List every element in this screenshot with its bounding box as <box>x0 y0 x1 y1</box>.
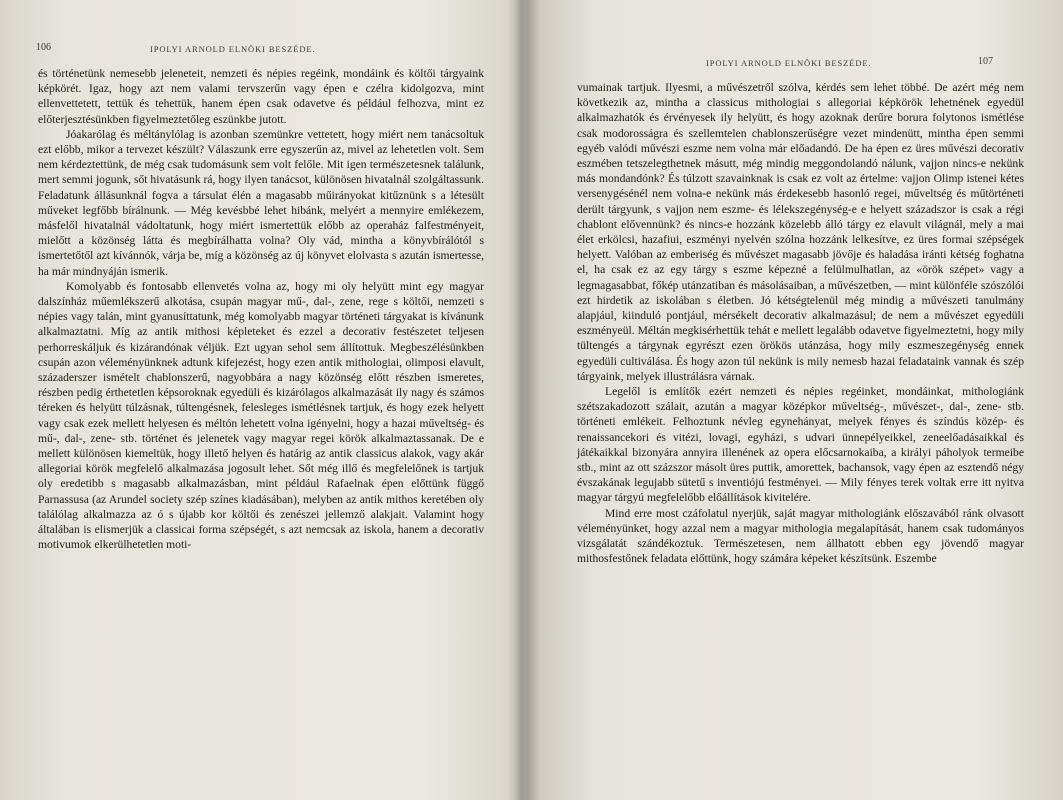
right-page <box>530 0 1063 800</box>
paragraph: Jóakarólag és méltánylólag is azonban szemünkre vettetett, hogy miért nem tanácsoltuk ezt előbb, mikor a tervezet készült? Válaszunk erre egyszerűn az, mivel az lehetetlen volt. Sem nem kérdeztettünk, de még csak tudomásunk sem volt felőle. Mit igen természetesnek találunk, mert semmi jogunk, sőt hivatásunk rá, hogy ilyen tanácsot, különösen hivatalnál szolgáltassunk. Feladatunk állásunknál fogva a társulat élén a magasabb műirányokat kitűznünk s a létesült műveket legfőbb bírálnunk. — Még kevésbbé lehet hibánk, melyért a mennyire emlékezem, másfelől hivatalnál vádoltatunk, hogy miért ismertettük előbb az operaház falfestményeit, mielőtt a közönség látta és megbírálhatta volna? Oly vád, mintha a könyvbírálótól s ismertetőtől azt kívánnók, várja be, míg a közönség az új könyvet elolvasta s azután ismertesse, ha már mindnyáján ismerik. <box>38 127 484 278</box>
running-head-right: IPOLYI ARNOLD ELNÖKI BESZÉDE. <box>706 58 872 68</box>
running-head-left: IPOLYI ARNOLD ELNÖKI BESZÉDE. <box>150 44 316 54</box>
paragraph: és történetünk nemesebb jeleneteit, nemzeti és népies regéink, mondáink és költői tárgyaink képkörét. Igaz, hogy azt nem valami tervszerűn vagy épen e czélra kidolgozva, mint ellenvettetett, tettük és tehettük, hanem épen csak odavetve és például felhozva, mint ez előterjesztésünkben figyelmeztetőleg eszünkbe jutott. <box>38 67 484 126</box>
paragraph: Mind erre most czáfolatul nyerjük, saját magyar mithologiánk előszavából ránk olvasott véleményünket, hogy azzal nem a magyar mithologia megalapítását, hanem csak tudományos vizsgálatát szándékoztuk. Természetesen, nem állhatott ebben egy jövendő magyar mithosfestőnek feladata előttünk, hogy számára képeket készítsünk. Eszembe <box>577 506 1024 566</box>
paragraph: Komolyabb és fontosabb ellenvetés volna az, hogy mi oly helyütt mint egy magyar dalszínház műemlékszerű alkotása, csupán magyar mű-, dal-, zene, rege s költői, nemzeti s népies vagy talán, mint gyanusíttatunk, még komolyabb magyar történeti tárgyakat is kívánunk alkalmaztatni. Míg az antik mithosi képleteket és ezzel a decorativ festészetet teljesen perhorreskáljuk és kizárandónak véljük. Ezt ugyan sehol sem állítottuk. Megbeszélésünkben csupán azon véleményünknek adtunk kifejezést, hogy ezen antik mithologiai, olimposi elavult, századerszer ismételt chablonszerű, nagyobbára a nagy közönség előtt részben ismeretes, részben pedig érthetetlen képsoroknak egyedüli és kizárólagos alkalmazását ily nagy és számos téreken és helyütt túlzásnak, túltengésnek, felesleges ismétlésnek tartjuk, és hogy ezek helyett vagy csak ezek mellett helyesen és méltón lehetett volna igényelni, hogy a hazai műveltség- és mű-, dal-, zene- stb. történet és jelenetek vagy magyar regei körök alkalmaztassanak. De e mellett különösen kiemeltük, hogy illető helyen és határig az antik classicus alakok, vagy akár allegoriai körök megfelelő alkalmazása jogosult lehet. Sőt még illő és megfelelőnek is tartjuk oly eredetibb s magasabb alkalmazásban, mint például Rafaelnak épen előttünk függő Parnassusa (az Arundel society szép színes kiadásában), melyben az antik mithos keretében oly találólag alkalmazza az ó s újabb kor költői és zenészei jellemző alakjait. Valamint hogy általában is elismerjük a classicai forma szépségét, s azt nemcsak az iskola, hanem a decorativ motivumok elkerülhetetlen moti- <box>38 279 484 552</box>
left-page-body <box>38 66 484 553</box>
paragraph: vumainak tartjuk. Ilyesmi, a művészetről szólva, kérdés sem lehet többé. De azért még nem következik az, mintha a classicus mithologiai s allegoriai képkörök lehetnének egyedül alkalmazhatók és érvényesek ily helyütt, és hogy azoknak derűre borura folytonos ismétlése csak modorosságra és szellemtelen chablonszerűségre vezet mindenütt, mintha épen semmi egyéb valódi művészi eszme nem volna már előadandó. De ha épen ez üres művészi decorativ eszmében tetszelegthetnek másutt, még mindig meggondolandó nálunk, vajjon nincs-e nekünk más mondandónk? És túlzott szavainknak is csak ez volt az értelme: vajjon Olimp istenei kétes versenygésénél nem volna-e nekünk más érdekesebb hasonló regei, műveltség és műtörténeti derült tárgyunk, s vajjon nem eszme- és lélekszegénység-e e helyett századszor is csak a régi chablont elővennünk? és nincs-e hozzánk közelebb álló tárgy ez elavult világnál, mely a mai élet erkölcsi, hazafiui, eszményi nyelvén szólna hozzánk lelkesítve, ez üres formai szépségek helyett. Valóban az emberiség és művészet magasabb jövője és haladása iránti kétség foghatna el, ha csak ez az egy tárgy s eszme képezné a felülmulhatlan, az «örök szépet» vagy a legmagasabbat, főkép utánzatiban és másolásaiban, a művészetben, — mint különféle szószólói ezt hirdetik az iskolában s életben. Jó kétségtelenül még mindig a művészeti tanulmány alapjául, kiinduló pontjául, mérsékelt decorativ alkalmazásul; de nem a művészet egyedüli eszményeül. Méltán megkisérhettük tehát e mellett legalább odavetve figyelmeztetni, hogy mily tültengés a tárgynak egyrészt ezen örökös utánzása, hogy mily eszmeszegénység ennek egyedüli cultiválása. És hogy azon túl nekünk is mily nemesb hazai feladataink vannak és szép tárgyaink, melyek illustrálásra várnak. <box>577 81 1024 383</box>
right-page-body <box>577 80 1024 567</box>
paragraph: Legelől is említők ezért nemzeti és népies regéinket, mondáinkat, mithologiánk szétszakadozott szálait, azután a magyar középkor műveltség-, művészet-, dal-, zene- stb. történeti emlékeit. Felhoztunk névleg egynehányat, melyek fényes és színdús közép- és renaissancekori és vitézi, lovagi, egyházi, s udvari ünnepélyeikkel, zeneelőadásaikkal és játékaikkal bizonyára annyira illenének az opera előcsarnokaiba, a királyi páholyok termeibe stb., mint az ott százszor másolt üres puttik, amorettek, bachansok, vagy épen az esztendő négy évszakának legujabb sütetű s inventiójú festményei. — Mily fényes terek voltak erre itt nyitva magyar tárgyú megfelelőbb előállítások kivitelére. <box>577 385 1024 505</box>
left-page <box>0 0 520 800</box>
page-number-right: 107 <box>978 56 993 67</box>
page-number-left: 106 <box>36 42 51 53</box>
